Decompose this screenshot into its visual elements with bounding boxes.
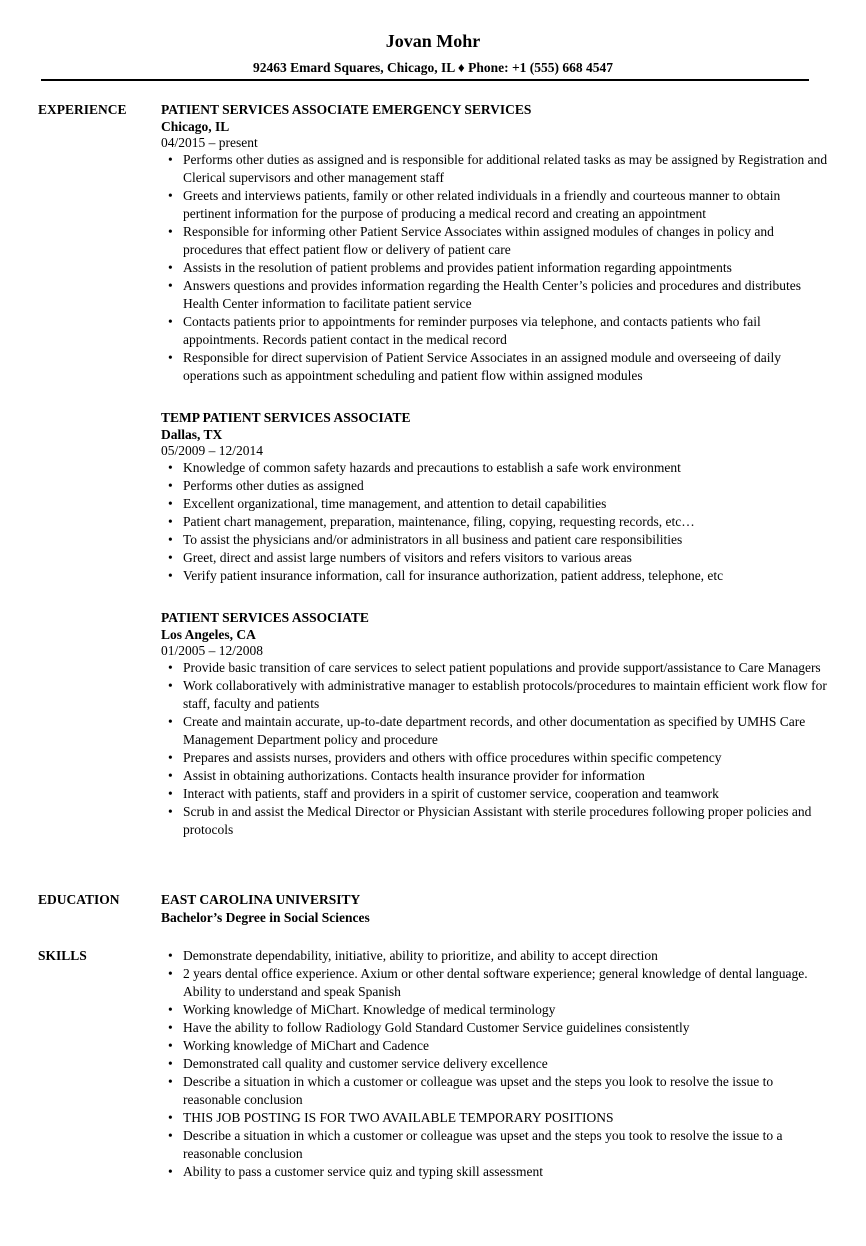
job-duty: • Create and maintain accurate, up-to-date department records, and other documentation as specified by UMHS Care Management Department policy and procedure [183, 713, 828, 749]
experience-body [161, 101, 828, 839]
skill-item: • Have the ability to follow Radiology Gold Standard Customer Service guidelines consistently [183, 1019, 828, 1037]
job-duty: • Prepares and assists nurses, providers and others with office procedures within specific competency [183, 749, 828, 767]
school-name: EAST CAROLINA UNIVERSITY [161, 892, 361, 907]
job-dates: 04/2015 – present [161, 135, 258, 150]
job-entry [161, 101, 828, 385]
skills-label: SKILLS [38, 948, 87, 963]
job-duty: • Work collaboratively with administrative manager to establish protocols/procedures to maintain efficient work flow for staff, faculty and patients [183, 677, 828, 713]
education-body [161, 891, 828, 927]
job-location: Dallas, TX [161, 427, 223, 442]
education-label: EDUCATION [38, 892, 120, 907]
header-divider [41, 79, 809, 81]
job-duty: • Knowledge of common safety hazards and precautions to establish a safe work environment [183, 459, 828, 477]
skill-item: • THIS JOB POSTING IS FOR TWO AVAILABLE TEMPORARY POSITIONS [183, 1109, 828, 1127]
job-duty: • Patient chart management, preparation, maintenance, filing, copying, requesting records, etc… [183, 513, 828, 531]
job-duties-list [161, 659, 828, 839]
job-title: PATIENT SERVICES ASSOCIATE EMERGENCY SERVICES [161, 102, 532, 117]
job-duty: • Provide basic transition of care services to select patient populations and provide support/assistance to Care Managers [183, 659, 828, 677]
job-duty: • Greets and interviews patients, family or other related individuals in a friendly and courteous manner to obtain pertinent information for the purpose of producing a medical record and creating an appointment [183, 187, 828, 223]
candidate-name: Jovan Mohr [385, 31, 481, 51]
job-title: TEMP PATIENT SERVICES ASSOCIATE [161, 410, 411, 425]
job-duties-list [161, 151, 828, 385]
skills-list [161, 947, 828, 1181]
job-duty: • Excellent organizational, time management, and attention to detail capabilities [183, 495, 828, 513]
job-duty: • Answers questions and provides information regarding the Health Center’s policies and procedures and distributes Health Center information to facilitate patient service [183, 277, 828, 313]
job-duty: • Assists in the resolution of patient problems and provides patient information regarding appointments [183, 259, 828, 277]
job-duty: • Contacts patients prior to appointments for reminder purposes via telephone, and contacts patients who fail appointments. Records patient contact in the medical record [183, 313, 828, 349]
job-title: PATIENT SERVICES ASSOCIATE [161, 610, 369, 625]
job-location: Chicago, IL [161, 119, 230, 134]
job-duty: • Performs other duties as assigned and is responsible for additional related tasks as may be assigned by Registration and Clerical supervisors and other management staff [183, 151, 828, 187]
skills-body [161, 947, 828, 1181]
job-duty: • Assist in obtaining authorizations. Contacts health insurance provider for information [183, 767, 828, 785]
job-entry [161, 609, 828, 839]
skill-item: • Describe a situation in which a customer or colleague was upset and the steps you took to resolve the issue to a reasonable conclusion [183, 1127, 828, 1163]
skill-item: • Describe a situation in which a customer or colleague was upset and the steps you look to resolve the issue to reasonable conclusion [183, 1073, 828, 1109]
experience-section [38, 101, 828, 839]
skill-item: • Ability to pass a customer service quiz and typing skill assessment [183, 1163, 828, 1181]
skill-item: • Working knowledge of MiChart and Cadence [183, 1037, 828, 1055]
job-duty: • Greet, direct and assist large numbers of visitors and refers visitors to various areas [183, 549, 828, 567]
job-dates: 01/2005 – 12/2008 [161, 643, 264, 658]
job-duties-list [161, 459, 828, 585]
job-duty: • Responsible for informing other Patient Service Associates within assigned modules of changes in policy and procedures that effect patient flow or delivery of patient care [183, 223, 828, 259]
education-section [38, 891, 828, 927]
job-duty: • Performs other duties as assigned [183, 477, 828, 495]
contact-line: 92463 Emard Squares, Chicago, IL ♦ Phone: +1 (555) 668 4547 [252, 60, 614, 75]
resume-header [0, 0, 866, 76]
skills-section [38, 947, 828, 1181]
skill-item: • Working knowledge of MiChart. Knowledge of medical terminology [183, 1001, 828, 1019]
job-duty: • To assist the physicians and/or administrators in all business and patient care responsibilities [183, 531, 828, 549]
job-entry [161, 409, 828, 585]
job-duty: • Verify patient insurance information, call for insurance authorization, patient address, telephone, etc [183, 567, 828, 585]
experience-label: EXPERIENCE [38, 102, 127, 117]
skill-item: • Demonstrate dependability, initiative, ability to prioritize, and ability to accept direction [183, 947, 828, 965]
job-duty: • Responsible for direct supervision of Patient Service Associates in an assigned module and overseeing of daily operations such as appointment scheduling and patient flow within assigned modules [183, 349, 828, 385]
job-duty: • Interact with patients, staff and providers in a spirit of customer service, cooperation and teamwork [183, 785, 828, 803]
skill-item: • 2 years dental office experience. Axium or other dental software experience; general knowledge of dental language. Ability to understand and speak Spanish [183, 965, 828, 1001]
skill-item: • Demonstrated call quality and customer service delivery excellence [183, 1055, 828, 1073]
job-location: Los Angeles, CA [161, 627, 256, 642]
job-duty: • Scrub in and assist the Medical Director or Physician Assistant with sterile procedures following proper policies and protocols [183, 803, 828, 839]
job-dates: 05/2009 – 12/2014 [161, 443, 264, 458]
degree-name: Bachelor’s Degree in Social Sciences [161, 910, 370, 925]
